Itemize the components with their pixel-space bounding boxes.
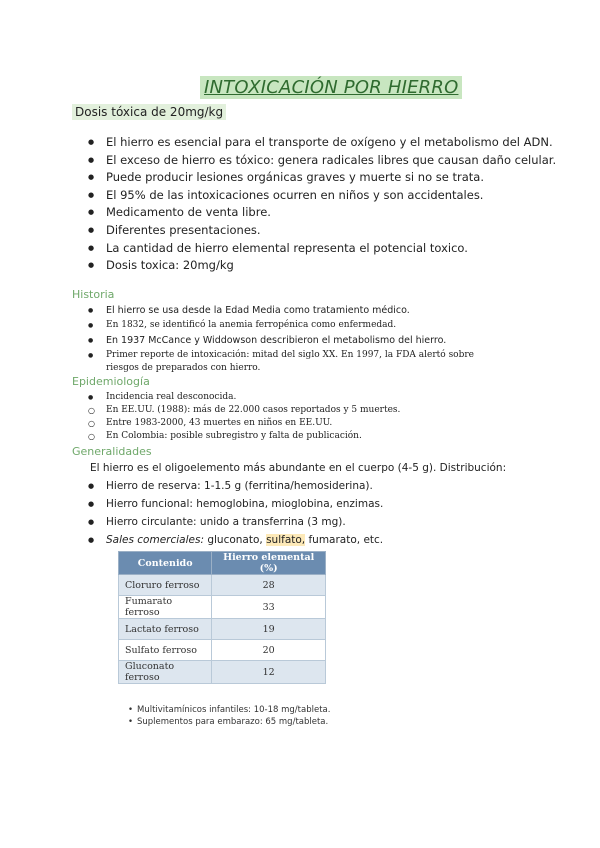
table-cell: 12 — [212, 661, 326, 684]
table-row — [119, 575, 326, 596]
sales-highlight: sulfato, — [266, 534, 306, 546]
iron-content-table — [118, 551, 326, 684]
list-item — [86, 531, 383, 549]
table-cell: Cloruro ferroso — [119, 575, 212, 596]
list-item: ● Hierro de reserva: 1-1.5 g (ferritina/hemosiderina). — [86, 477, 383, 495]
list-item: ● La cantidad de hierro elemental representa el potencial toxico. — [86, 240, 556, 258]
table-cell: 33 — [212, 596, 326, 619]
generalidades-heading: Generalidades — [72, 445, 152, 458]
sales-text-a: gluconato, — [204, 534, 267, 546]
list-item: ● En 1937 McCance y Widdowson describieron el metabolismo del hierro. — [86, 334, 506, 347]
list-item: ● Incidencia real desconocida. — [86, 391, 506, 404]
table-row — [119, 661, 326, 684]
list-item: ● Puede producir lesiones orgánicas graves y muerte si no se trata. — [86, 169, 556, 187]
list-item: ○ Entre 1983-2000, 43 muertes en niños en EE.UU. — [86, 417, 506, 430]
table-cell: Lactato ferroso — [119, 619, 212, 640]
list-item: • Suplementos para embarazo: 65 mg/tableta. — [128, 716, 330, 728]
list-item: ● En 1832, se identificó la anemia ferropénica como enfermedad. — [86, 319, 506, 332]
table-row — [119, 619, 326, 640]
epidemiologia-list — [86, 391, 506, 443]
table-header: Contenido — [119, 552, 212, 575]
table-cell: Gluconato ferroso — [119, 661, 212, 684]
table-cell: 20 — [212, 640, 326, 661]
sales-text-c: fumarato, etc. — [305, 534, 384, 546]
table-header-row — [119, 552, 326, 575]
table-cell: 28 — [212, 575, 326, 596]
table-cell: Fumarato ferroso — [119, 596, 212, 619]
list-item: ● El exceso de hierro es tóxico: genera radicales libres que causan daño celular. — [86, 152, 556, 170]
list-item: ● Dosis toxica: 20mg/kg — [86, 257, 556, 275]
historia-list — [86, 304, 506, 377]
historia-heading: Historia — [72, 288, 115, 301]
table-row — [119, 640, 326, 661]
list-item: ● Primer reporte de intoxicación: mitad del siglo XX. En 1997, la FDA alertó sobre riesgos de preparados con hierro. — [86, 349, 506, 375]
epidemiologia-heading: Epidemiología — [72, 375, 150, 388]
generalidades-intro: El hierro es el oligoelemento más abundante en el cuerpo (4-5 g). Distribución: — [90, 462, 507, 474]
sales-label: Sales comerciales: — [106, 534, 204, 546]
list-item: • Multivitamínicos infantiles: 10-18 mg/tableta. — [128, 704, 330, 716]
list-item: ● El hierro es esencial para el transporte de oxígeno y el metabolismo del ADN. — [86, 134, 556, 152]
generalidades-list — [86, 477, 383, 549]
list-item: ● El 95% de las intoxicaciones ocurren en niños y son accidentales. — [86, 187, 556, 205]
list-item: ● Hierro circulante: unido a transferrina (3 mg). — [86, 513, 383, 531]
list-item: ● Diferentes presentaciones. — [86, 222, 556, 240]
table-header: Hierro elemental (%) — [212, 552, 326, 575]
supplements-list — [128, 704, 330, 728]
list-item: ○ En EE.UU. (1988): más de 22.000 casos reportados y 5 muertes. — [86, 404, 506, 417]
subtitle: Dosis tóxica de 20mg/kg — [72, 104, 226, 120]
main-bullet-list — [86, 134, 556, 275]
list-item: ● El hierro se usa desde la Edad Media como tratamiento médico. — [86, 304, 506, 317]
list-item: ● Hierro funcional: hemoglobina, mioglobina, enzimas. — [86, 495, 383, 513]
list-item: ● Medicamento de venta libre. — [86, 204, 556, 222]
table-row — [119, 596, 326, 619]
table-cell: 19 — [212, 619, 326, 640]
list-item: ○ En Colombia: posible subregistro y falta de publicación. — [86, 430, 506, 443]
table-cell: Sulfato ferroso — [119, 640, 212, 661]
page-title: INTOXICACIÓN POR HIERRO — [200, 76, 462, 99]
